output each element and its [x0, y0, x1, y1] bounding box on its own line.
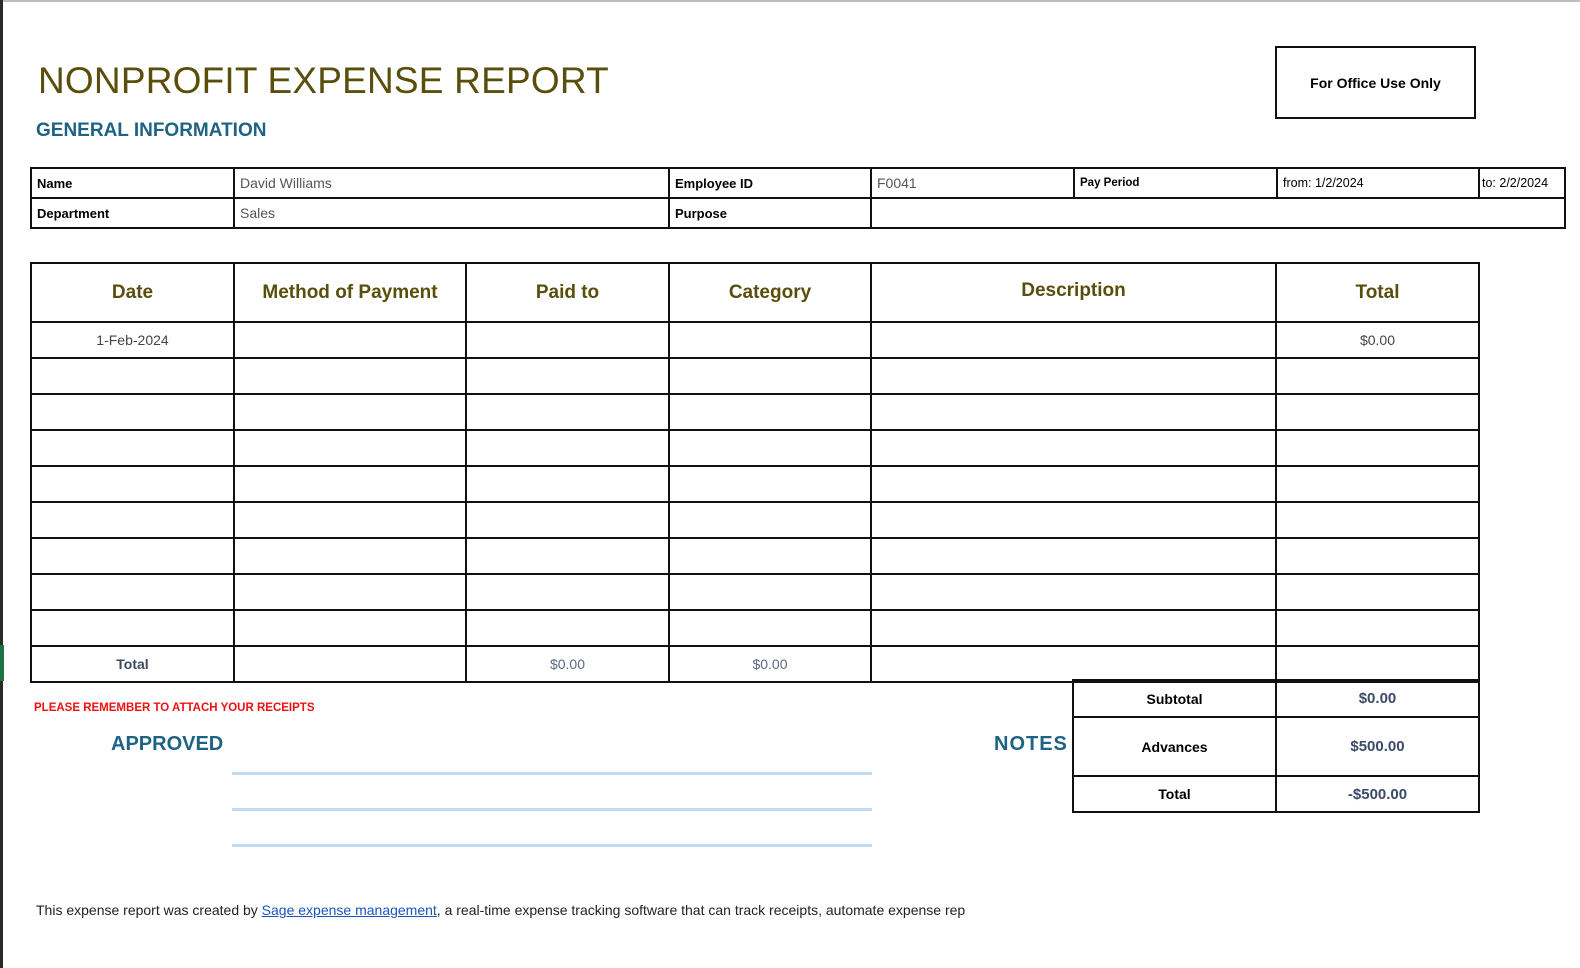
table-row: [31, 430, 1479, 466]
expense-table: [30, 262, 1480, 683]
purpose-field[interactable]: [871, 198, 1565, 228]
office-use-box[interactable]: [1275, 46, 1476, 119]
column-header-method-of-payment: Method of Payment: [234, 263, 466, 322]
category-cell[interactable]: [669, 574, 871, 610]
table-row: [31, 502, 1479, 538]
total-paid-to-cell: $0.00: [466, 646, 669, 682]
summary-table: [1072, 679, 1480, 813]
department-field[interactable]: Sales: [234, 198, 669, 228]
footer-suffix: , a real-time expense tracking software that can track receipts, automate expense rep: [436, 902, 966, 918]
date-cell[interactable]: [31, 358, 234, 394]
subtotal-row: [1073, 680, 1479, 717]
approval-signature-line-2[interactable]: [232, 808, 872, 811]
description-cell[interactable]: [871, 610, 1276, 646]
date-cell[interactable]: [31, 394, 234, 430]
total-total-cell: [1276, 646, 1479, 682]
paid-to-cell[interactable]: [466, 502, 669, 538]
receipts-reminder: PLEASE REMEMBER TO ATTACH YOUR RECEIPTS: [34, 702, 315, 714]
name-label: Name: [31, 168, 234, 198]
method-cell[interactable]: [234, 430, 466, 466]
total-cell[interactable]: $0.00: [1276, 322, 1479, 358]
notes-label: NOTES: [994, 733, 1068, 755]
expense-total-row: [31, 646, 1479, 682]
description-cell[interactable]: [871, 322, 1276, 358]
method-cell[interactable]: [234, 466, 466, 502]
paid-to-cell[interactable]: [466, 610, 669, 646]
table-row: [31, 574, 1479, 610]
date-cell[interactable]: [31, 502, 234, 538]
table-row: [31, 538, 1479, 574]
category-cell[interactable]: [669, 466, 871, 502]
method-cell[interactable]: [234, 610, 466, 646]
paid-to-cell[interactable]: [466, 538, 669, 574]
info-row-2: [31, 198, 1565, 228]
total-row-label: Total: [31, 646, 234, 682]
advances-row: [1073, 717, 1479, 776]
expense-header-row: [31, 263, 1479, 322]
total-cell[interactable]: [1276, 394, 1479, 430]
date-cell[interactable]: [31, 430, 234, 466]
table-row: [31, 358, 1479, 394]
paid-to-cell[interactable]: [466, 574, 669, 610]
description-cell[interactable]: [871, 430, 1276, 466]
category-cell[interactable]: [669, 430, 871, 466]
advances-value[interactable]: $500.00: [1276, 717, 1479, 776]
pay-period-from-field[interactable]: from: 1/2/2024: [1277, 168, 1479, 198]
subtotal-label: Subtotal: [1073, 680, 1276, 717]
summary-total-label: Total: [1073, 776, 1276, 812]
category-cell[interactable]: [669, 502, 871, 538]
office-use-label: For Office Use Only: [1310, 74, 1441, 91]
section-general-information: GENERAL INFORMATION: [36, 120, 267, 141]
total-cell[interactable]: [1276, 502, 1479, 538]
pay-period-to-field[interactable]: to: 2/2/2024: [1479, 168, 1565, 198]
left-border: [0, 0, 3, 968]
active-row-marker: [0, 645, 4, 681]
total-method-cell: [234, 646, 466, 682]
description-cell[interactable]: [871, 538, 1276, 574]
department-label: Department: [31, 198, 234, 228]
info-row-1: [31, 168, 1565, 198]
total-cell[interactable]: [1276, 610, 1479, 646]
approval-signature-line-3[interactable]: [232, 844, 872, 847]
table-row: [31, 610, 1479, 646]
date-cell[interactable]: [31, 538, 234, 574]
column-header-category: Category: [669, 263, 871, 322]
summary-total-row: [1073, 776, 1479, 812]
advances-label: Advances: [1073, 717, 1276, 776]
description-cell[interactable]: [871, 574, 1276, 610]
total-category-cell: $0.00: [669, 646, 871, 682]
column-header-date: Date: [31, 263, 234, 322]
paid-to-cell[interactable]: [466, 466, 669, 502]
table-row: [31, 394, 1479, 430]
table-row: [31, 322, 1479, 358]
method-cell[interactable]: [234, 538, 466, 574]
purpose-label: Purpose: [669, 198, 871, 228]
category-cell[interactable]: [669, 358, 871, 394]
method-cell[interactable]: [234, 322, 466, 358]
total-cell[interactable]: [1276, 358, 1479, 394]
pay-period-label: Pay Period: [1074, 168, 1277, 198]
paid-to-cell[interactable]: [466, 322, 669, 358]
employee-id-field[interactable]: F0041: [871, 168, 1074, 198]
category-cell[interactable]: [669, 538, 871, 574]
total-cell[interactable]: [1276, 466, 1479, 502]
page-title: NONPROFIT EXPENSE REPORT: [38, 60, 609, 101]
summary-total-value: -$500.00: [1276, 776, 1479, 812]
date-cell[interactable]: 1-Feb-2024: [31, 322, 234, 358]
description-cell[interactable]: [871, 394, 1276, 430]
column-header-paid-to: Paid to: [466, 263, 669, 322]
sage-link[interactable]: Sage expense management: [261, 902, 437, 918]
column-header-total: Total: [1276, 263, 1479, 322]
total-cell[interactable]: [1276, 574, 1479, 610]
total-description-cell: [871, 646, 1276, 682]
total-cell[interactable]: [1276, 430, 1479, 466]
description-cell[interactable]: [871, 358, 1276, 394]
name-field[interactable]: David Williams: [234, 168, 669, 198]
approved-label: APPROVED: [111, 733, 224, 755]
method-cell[interactable]: [234, 358, 466, 394]
date-cell[interactable]: [31, 466, 234, 502]
date-cell[interactable]: [31, 574, 234, 610]
subtotal-value: $0.00: [1276, 680, 1479, 717]
column-header-description: Description: [871, 263, 1276, 322]
description-cell[interactable]: [871, 466, 1276, 502]
paid-to-cell[interactable]: [466, 394, 669, 430]
paid-to-cell[interactable]: [466, 358, 669, 394]
total-cell[interactable]: [1276, 538, 1479, 574]
category-cell[interactable]: [669, 394, 871, 430]
approval-signature-line-1[interactable]: [232, 772, 872, 775]
top-border: [0, 0, 1580, 2]
general-info-table: [30, 167, 1566, 229]
table-row: [31, 466, 1479, 502]
footer-note: [36, 902, 1073, 918]
description-cell[interactable]: [871, 502, 1276, 538]
method-cell[interactable]: [234, 574, 466, 610]
method-cell[interactable]: [234, 502, 466, 538]
method-cell[interactable]: [234, 394, 466, 430]
paid-to-cell[interactable]: [466, 430, 669, 466]
category-cell[interactable]: [669, 610, 871, 646]
date-cell[interactable]: [31, 610, 234, 646]
employee-id-label: Employee ID: [669, 168, 871, 198]
footer-prefix: This expense report was created by: [36, 902, 262, 918]
category-cell[interactable]: [669, 322, 871, 358]
